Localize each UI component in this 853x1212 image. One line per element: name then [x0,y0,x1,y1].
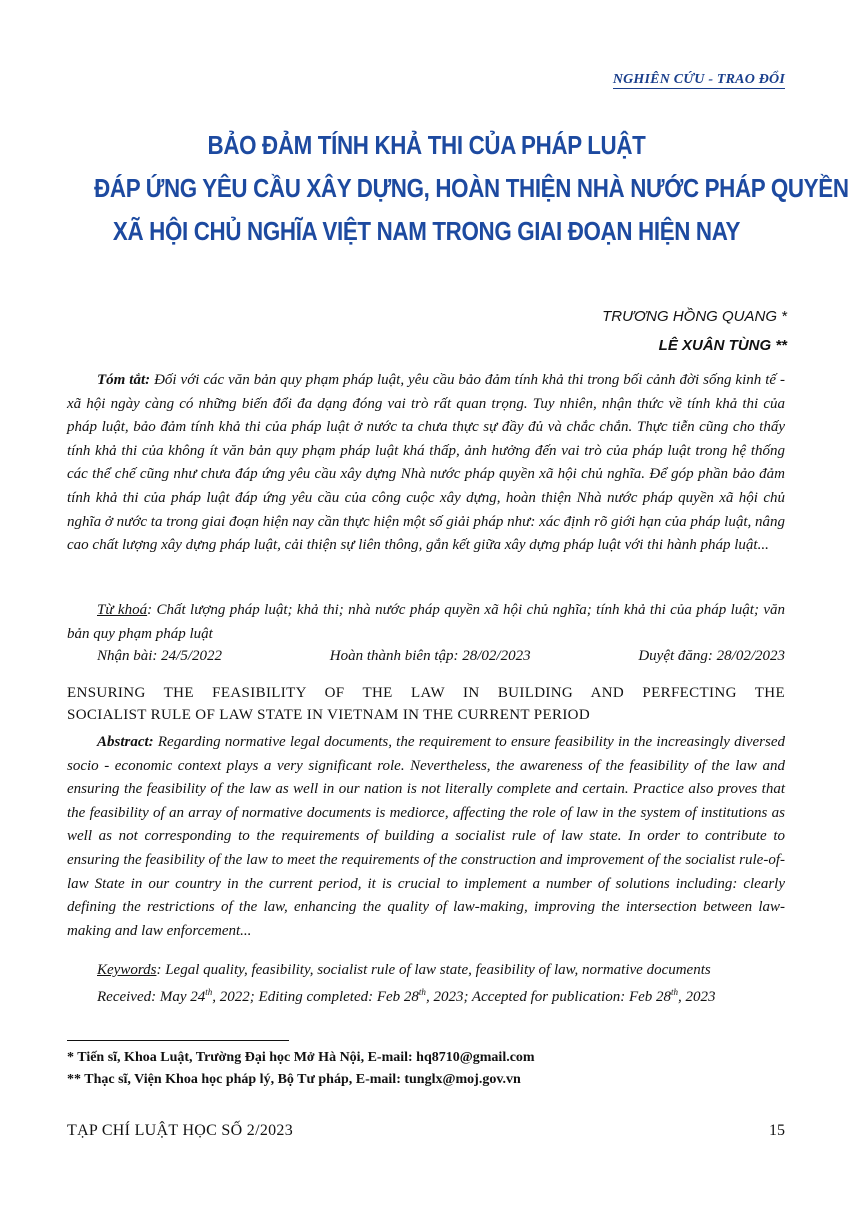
section-label [613,72,785,88]
ordinal-2: th [418,987,426,997]
vietnamese-summary [67,369,785,558]
english-title-line-1: ENSURING THE FEASIBILITY OF THE LAW IN BUILDING AND PERFECTING THE [67,685,785,701]
journal-name: TẠP CHÍ LUẬT HỌC SỐ 2/2023 [67,1122,294,1139]
keywords-vi-text: : Chất lượng pháp luật; khả thi; nhà nước pháp quyền xã hội chủ nghĩa; tính khả thi của pháp luật; văn bản quy phạm pháp luật [67,602,785,642]
abstract-label: Abstract: [97,734,154,750]
vietnamese-dates [97,648,785,665]
received-suffix: , 2022; Editing completed: Feb 28 [212,989,419,1005]
page-number: 15 [769,1122,785,1139]
keywords-en-label: Keywords [97,962,157,978]
footnote-1: * Tiến sĩ, Khoa Luật, Trường Đại học Mở Hà Nội, E-mail: hq8710@gmail.com [67,1050,535,1065]
section-label-text: NGHIÊN CỨU - TRAO ĐỔI [612,72,785,87]
author-1: TRƯƠNG HỒNG QUANG * [602,308,787,325]
accepted-suffix: , 2023 [678,989,716,1005]
received-date-vi: Nhận bài: 24/5/2022 [97,648,223,664]
received-prefix: Received: May 24 [97,989,206,1005]
ordinal-1: th [205,987,213,997]
english-dates [97,989,785,1006]
title-line-3: XÃ HỘI CHỦ NGHĨA VIỆT NAM TRONG GIAI ĐOẠN HIỆN NAY [112,216,741,246]
author-list [602,302,787,360]
accepted-date-vi: Duyệt đăng: 28/02/2023 [638,648,785,664]
ordinal-3: th [671,987,679,997]
footnote-2: ** Thạc sĩ, Viện Khoa học pháp lý, Bộ Tư pháp, E-mail: tunglx@moj.gov.vn [67,1072,521,1087]
author-2: LÊ XUÂN TÙNG ** [658,337,787,354]
title-line-2: ĐÁP ỨNG YÊU CẦU XÂY DỰNG, HOÀN THIỆN NHÀ NƯỚC PHÁP QUYỀN [94,173,849,203]
title-line-1: BẢO ĐẢM TÍNH KHẢ THI CỦA PHÁP LUẬT [207,130,646,160]
abstract-text: Regarding normative legal documents, the requirement to ensure feasibility in the increasingly diversed socio - economic context plays a very significant role. Nevertheless, the awareness of the feasibility of the law and ensuring the feasibility of the law as well in our nation is not literally complete and certain. Practice also proves that the feasibility of an array of normative documents is mediorce, affecting the role of law in the system of institutions as well as not corresponding to the requirements of building a socialist rule of law state. In order to contribute to ensuring the feasibility of the law to meet the requirements of the construction and improvement of the socialist rule-of-law State in our country in the current period, it is crucial to implement a number of solutions including: clearly defining the restrictions of the law, enhancing the quality of law-making, improving the intersection between law-making and law enforcement... [67,734,785,939]
english-title-line-2: SOCIALIST RULE OF LAW STATE IN VIETNAM IN THE CURRENT PERIOD [67,707,591,723]
english-title [67,682,785,726]
summary-text: Đối với các văn bản quy phạm pháp luật, yêu cầu bảo đảm tính khả thi trong bối cảnh đời sống kinh tế - xã hội ngày càng có những biến đổi đa dạng đóng vai trò rất quan trọng. Tuy nhiên, nhận thức về tính khả thi của pháp luật, bảo đảm tính khả thi của pháp luật ở nước ta chưa thực sự đầy đủ và chắc chắn. Thực tiễn cũng cho thấy tính khả thi của không ít văn bản quy phạm pháp luật khá thấp, ảnh hưởng đến vai trò của pháp luật trong hệ thống các thể chế cũng như chưa đáp ứng yêu cầu xây dựng Nhà nước pháp quyền xã hội chủ nghĩa. Để góp phần bảo đảm tính khả thi của pháp luật đáp ứng yêu cầu của công cuộc xây dựng, hoàn thiện Nhà nước pháp quyền xã hội chủ nghĩa ở nước ta trong giai đoạn hiện nay cần thực hiện một số giải pháp như: xác định rõ giới hạn của pháp luật, nâng cao chất lượng xây dựng pháp luật, cải thiện sự liên thông, gắn kết giữa xây dựng pháp luật với thi hành pháp luật... [67,372,785,554]
keywords-vi-label: Từ khoá [97,602,148,618]
footnote-divider [67,1040,289,1041]
edited-suffix: , 2023; Accepted for publication: Feb 28 [425,989,672,1005]
english-abstract [67,731,785,943]
keywords-en-text: : Legal quality, feasibility, socialist rule of law state, feasibility of law, normative documents [156,962,711,978]
edited-date-vi: Hoàn thành biên tập: 28/02/2023 [329,648,531,664]
english-keywords [97,962,785,979]
summary-label: Tóm tắt: [97,372,151,388]
article-title [94,124,849,253]
vietnamese-keywords [67,599,785,646]
